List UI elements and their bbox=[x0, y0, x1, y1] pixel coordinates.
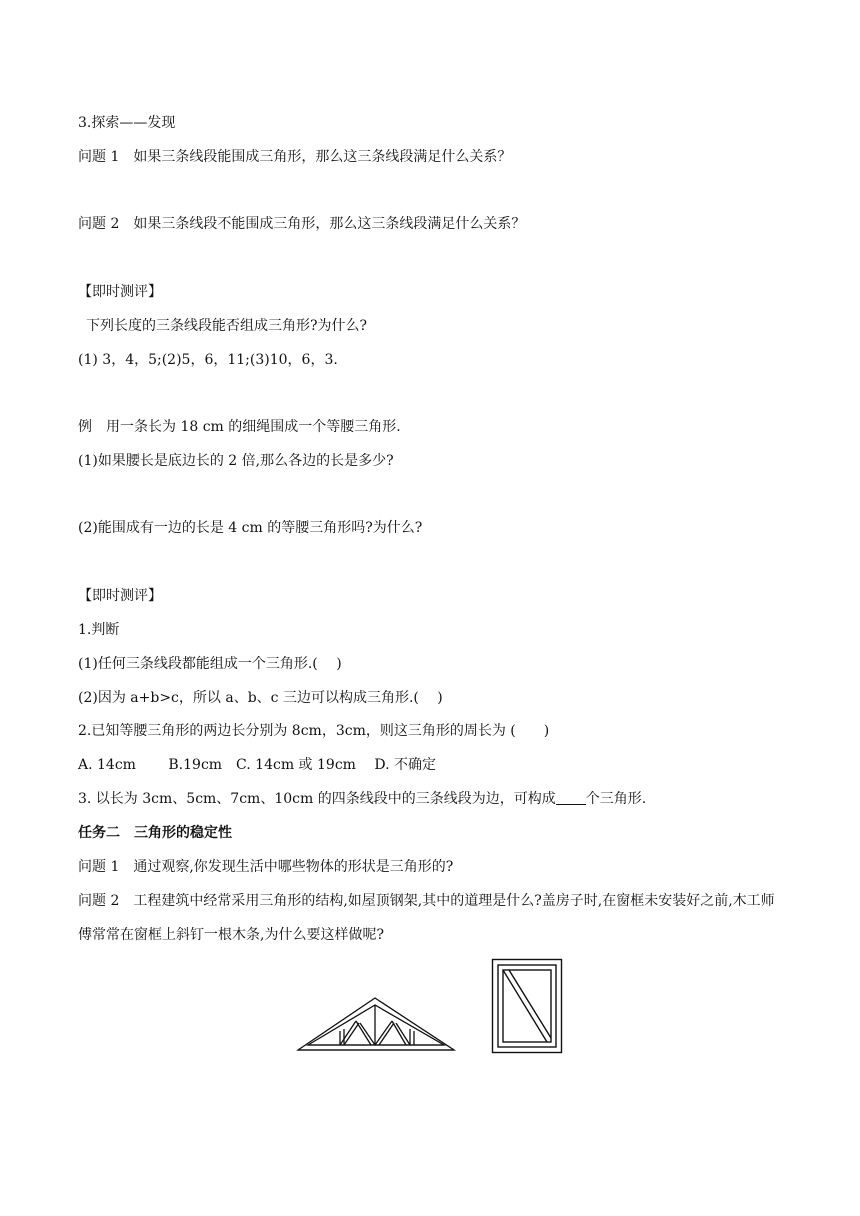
quiz2-question-3 bbox=[78, 789, 646, 809]
section3-question-1: 问题 1 如果三条线段能围成三角形，那么这三条线段满足什么关系？ bbox=[78, 149, 512, 165]
quiz1-header: 【即时测评】 bbox=[78, 284, 162, 300]
example-part-1: (1)如果腰长是底边长的 2 倍,那么各边的长是多少? bbox=[78, 453, 394, 469]
task2-question-1: 问题 1 通过观察,你发现生活中哪些物体的形状是三角形的? bbox=[78, 859, 454, 875]
quiz1-prompt: 下列长度的三条线段能否组成三角形?为什么? bbox=[86, 318, 368, 334]
quiz2-question-2: 2.已知等腰三角形的两边长分别为 8cm，3cm，则这三角形的周长为 ( ) bbox=[78, 723, 550, 739]
section3-title: 3.探索——发现 bbox=[78, 115, 176, 131]
quiz2-question-3-tail: 个三角形. bbox=[585, 791, 647, 807]
quiz2-header: 【即时测评】 bbox=[78, 588, 162, 604]
quiz2-judge-title: 1.判断 bbox=[78, 622, 120, 638]
window-frame-illustration bbox=[491, 958, 563, 1054]
example-intro: 例 用一条长为 18 cm 的细绳围成一个等腰三角形. bbox=[78, 419, 401, 435]
quiz2-question-2-options: A. 14cm B.19cm C. 14cm 或 19cm D. 不确定 bbox=[78, 757, 437, 773]
example-part-2: (2)能围成有一边的长是 4 cm 的等腰三角形吗?为什么? bbox=[78, 520, 423, 536]
roof-truss-illustration bbox=[296, 995, 456, 1053]
quiz1-items: (1) 3，4，5;(2)5，6，11;(3)10，6，3. bbox=[78, 352, 338, 368]
task2-question-2: 问题 2 工程建筑中经常采用三角形的结构,如屋顶钢架,其中的道理是什么?盖房子时,在窗框未安装好之前,木工师傅常常在窗框上斜钉一根木条,为什么要这样做呢? bbox=[78, 893, 775, 943]
quiz2-judge-1: (1)任何三条线段都能组成一个三角形.( ) bbox=[78, 656, 342, 672]
quiz2-question-3-text: 3. 以长为 3cm、5cm、7cm、10cm 的四条线段中的三条线段为边，可构成 bbox=[78, 791, 556, 807]
quiz2-judge-2: (2)因为 a+b>c，所以 a、b、c 三边可以构成三角形.( ) bbox=[78, 690, 443, 706]
task2-title: 任务二 三角形的稳定性 bbox=[78, 825, 232, 841]
answer-blank bbox=[556, 790, 586, 805]
section3-question-2: 问题 2 如果三条线段不能围成三角形，那么这三条线段满足什么关系？ bbox=[78, 216, 526, 232]
